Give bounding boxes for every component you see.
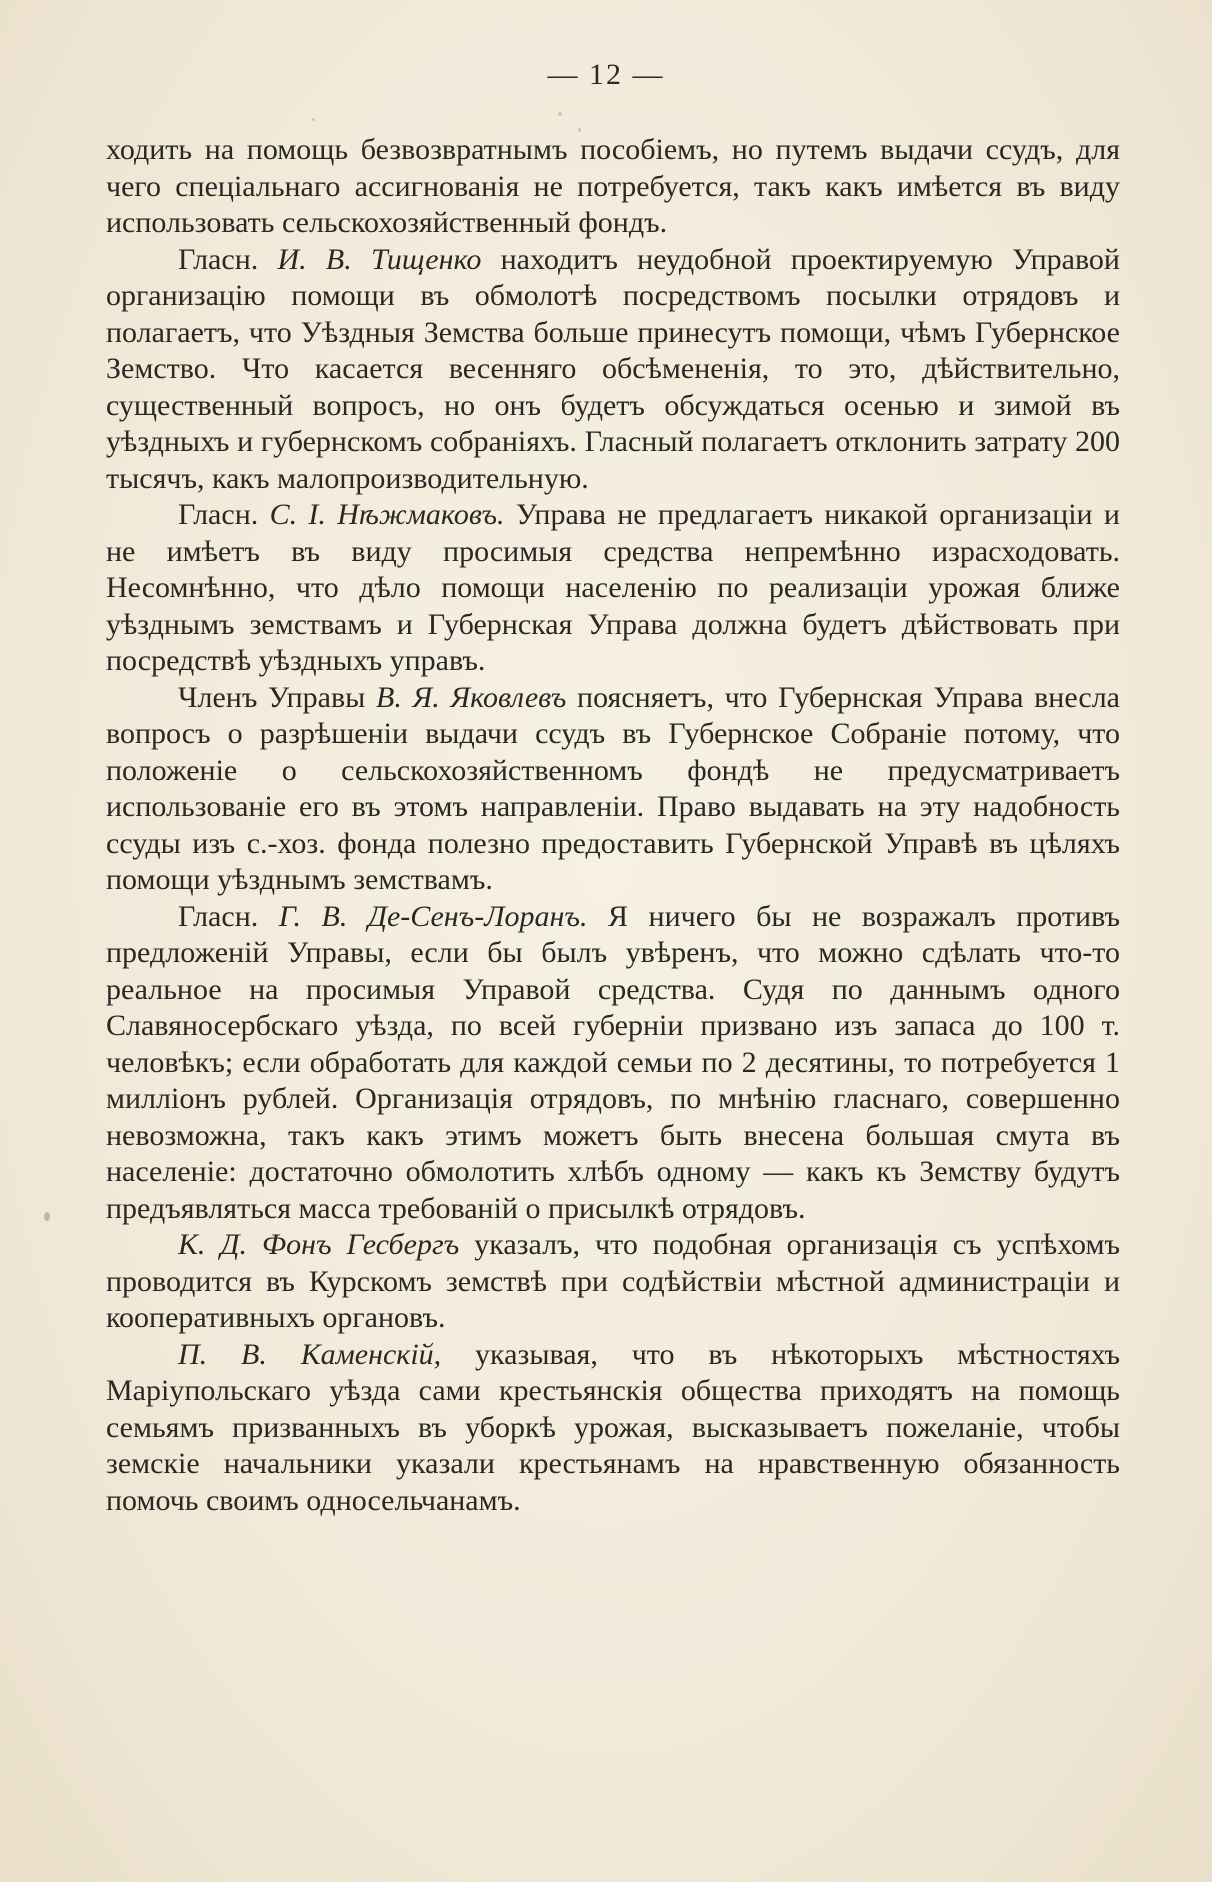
paragraph-text: находитъ неудобной проектируемую Управой организацію помощи въ обмолотѣ посредствомъ посылки отрядовъ и полагаетъ, что Уѣздныя Земства больше принесутъ помощи, чѣмъ Губернское Земство. Что касается весенняго обсѣмененія, то это, дѣйствительно, существенный вопросъ, но онъ будетъ обсуждаться осенью и зимой въ уѣздныхъ и губернскомъ собраніяхъ. Гласный полагаетъ отклонить затрату 200 тысячъ, какъ малопроизводительную.: [106, 242, 1120, 495]
speaker-prefix: Членъ Управы: [178, 680, 376, 714]
body-text: [106, 132, 1120, 1519]
speaker-name: В. Я. Яковлевъ: [376, 680, 567, 714]
paragraph-text: ходить на помощь безвозвратнымъ пособіемъ, но путемъ выдачи ссудъ, для чего спеціальнаго ассигнованія не потребуется, такъ какъ имѣется въ виду использовать сельскохозяйственный фондъ.: [106, 133, 1120, 239]
paragraph-text: поясняетъ, что Губернская Управа внесла вопросъ о разрѣшеніи выдачи ссудъ въ Губернское Собраніе потому, что положеніе о сельскохозяйственномъ фондѣ не предусматриваетъ использованіе его въ этомъ направленіи. Право выдавать на эту надобность ссуды изъ с.-хоз. фонда полезно предоставить Губернской Управѣ въ цѣляхъ помощи уѣзднымъ земствамъ.: [106, 680, 1120, 896]
speaker-name: И. В. Тищенко: [277, 242, 482, 276]
speaker-name: П. В. Каменскій,: [178, 1337, 442, 1371]
paragraph-text: указывая, что въ нѣкоторыхъ мѣстностяхъ Маріупольскаго уѣзда сами крестьянскія общества приходятъ на помощь семьямъ призванныхъ въ уборкѣ урожая, высказываетъ пожеланіе, чтобы земскіе начальники указали крестьянамъ на нравственную обязанность помочь своимъ односельчанамъ.: [106, 1337, 1120, 1517]
paper-speck: [312, 118, 315, 121]
speaker-name: Г. В. Де-Сенъ-Лоранъ.: [278, 899, 588, 933]
paper-speck: [558, 112, 562, 116]
paragraph-kamensky: [106, 1337, 1120, 1520]
paragraph-text: Я ничего бы не возражалъ противъ предложеній Управы, если бы былъ увѣренъ, что можно сдѣлать что-то реальное на просимыя Управой средства. Судя по даннымъ одного Славяносербскаго уѣзда, по всей губерніи призвано изъ запаса до 100 т. человѣкъ; если обработать для каждой семьи по 2 десятины, то потребуется 1 милліонъ рублей. Организація отрядовъ, по мнѣнію гласнаго, совершенно невозможна, такъ какъ этимъ можетъ быть внесена большая смута въ населеніе: достаточно обмолотить хлѣбъ одному — какъ къ Земству будутъ предъявляться масса требованій о присылкѣ отрядовъ.: [106, 899, 1121, 1225]
paragraph-nezhmakov: [106, 497, 1120, 680]
speaker-name: К. Д. Фонъ Гесбергъ: [178, 1228, 460, 1261]
paragraph-de-saint-laurent: [106, 899, 1120, 1228]
paper-speck: [44, 1212, 50, 1221]
paragraph-tishchenko: [106, 242, 1120, 498]
speaker-prefix: Гласн.: [178, 242, 278, 276]
speaker-name: С. І. Нѣжмаковъ.: [269, 498, 505, 531]
page-number: — 12 —: [547, 58, 665, 91]
speaker-prefix: Гласн.: [178, 498, 270, 531]
paragraph-1: [106, 132, 1120, 242]
paragraph-von-gesberg: [106, 1227, 1120, 1337]
paragraph-text: Управа не предлагаетъ никакой организаціи и не имѣетъ въ виду просимыя средства непремѣнно израсходовать. Несомнѣнно, что дѣло помощи населенію по реализаціи урожая ближе уѣзднымъ земствамъ и Губернская Управа должна будетъ дѣйствовать при посредствѣ уѣздныхъ управъ.: [106, 498, 1120, 677]
paragraph-text: указалъ, что подобная организація съ успѣхомъ проводится въ Курскомъ земствѣ при содѣйствіи мѣстной администраціи и кооперативныхъ органовъ.: [106, 1228, 1120, 1334]
paragraph-yakovlev: [106, 680, 1120, 899]
speaker-prefix: Гласн.: [178, 899, 279, 933]
